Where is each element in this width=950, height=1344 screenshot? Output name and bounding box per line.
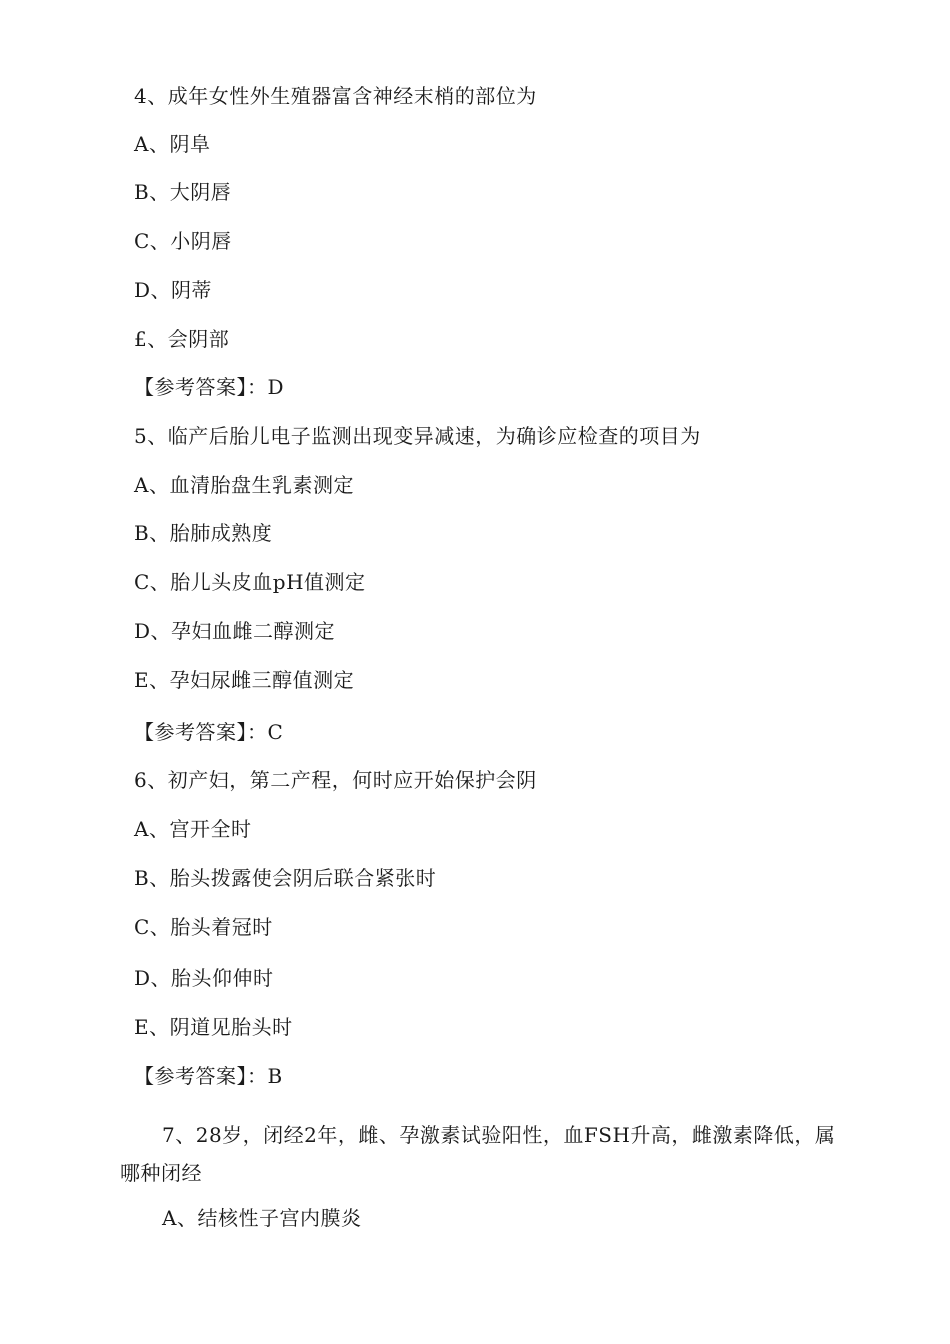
question-5-option-b: B、胎肺成熟度	[134, 521, 273, 545]
question-4-option-b: B、大阴唇	[134, 180, 232, 204]
question-4-option-a: A、阴阜	[134, 132, 211, 156]
question-5-option-c: C、胎儿头皮血pH值测定	[134, 570, 366, 594]
question-4-option-e: £、会阴部	[134, 327, 230, 351]
question-6-option-d: D、胎头仰伸时	[134, 966, 274, 990]
question-6-answer: 【参考答案】：B	[134, 1064, 283, 1088]
question-5-answer: 【参考答案】：C	[134, 720, 284, 744]
question-4-answer: 【参考答案】：D	[134, 375, 285, 399]
question-6-stem: 6、初产妇，第二产程，何时应开始保护会阴	[134, 768, 537, 792]
question-5-option-a: A、血清胎盘生乳素测定	[134, 473, 354, 497]
question-5-stem: 5、临产后胎儿电子监测出现变异减速，为确诊应检查的项目为	[134, 424, 701, 448]
question-4-option-d: D、阴蒂	[134, 278, 213, 302]
question-6-option-a: A、宫开全时	[134, 817, 252, 841]
question-6-option-c: C、胎头着冠时	[134, 915, 273, 939]
question-5-option-e: E、孕妇尿雌三醇值测定	[134, 668, 355, 692]
question-4-option-c: C、小阴唇	[134, 229, 232, 253]
question-7-option-a: A、结核性子宫内膜炎	[162, 1206, 362, 1230]
question-5-option-d: D、孕妇血雌二醇测定	[134, 619, 336, 643]
question-6-option-b: B、胎头拨露使会阴后联合紧张时	[134, 866, 437, 890]
question-6-option-e: E、阴道见胎头时	[134, 1015, 293, 1039]
question-4-stem: 4、成年女性外生殖器富含神经末梢的部位为	[134, 84, 537, 108]
question-7-stem: 7、28岁，闭经2年，雌、孕激素试验阳性，血FSH升高，雌激素降低，属哪种闭经	[120, 1123, 836, 1185]
